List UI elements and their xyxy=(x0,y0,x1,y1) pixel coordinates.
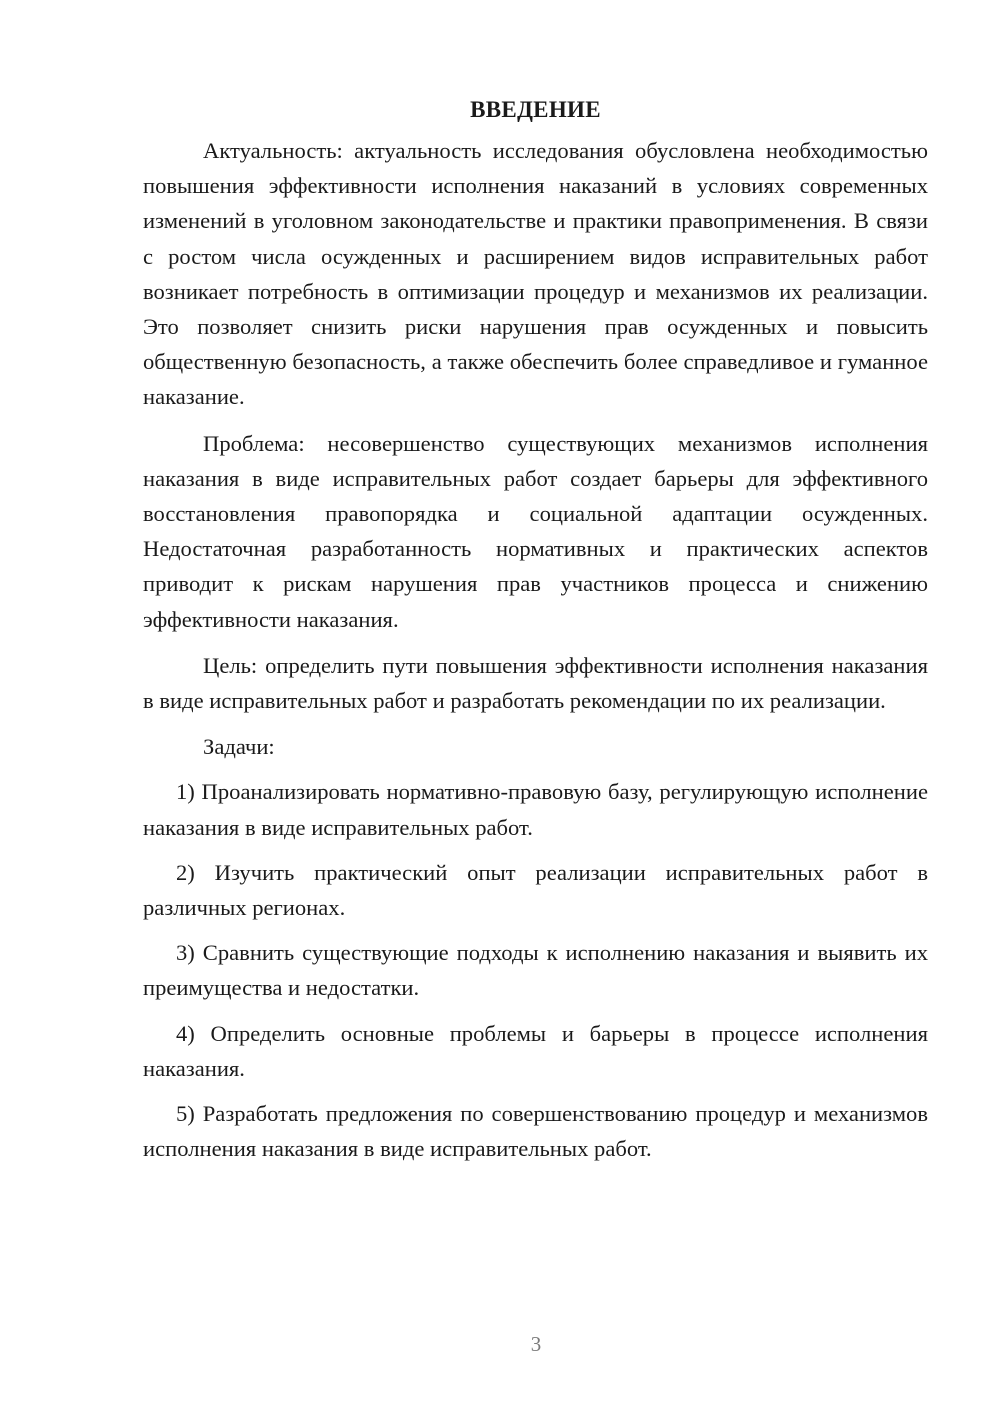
paragraph-goal: Цель: определить пути повышения эффективности исполнения наказания в виде исправительных работ и разработать рекомендации по их реализации. xyxy=(143,652,928,714)
page-number: 3 xyxy=(530,1332,542,1356)
page-content xyxy=(143,92,928,1176)
task-item-1: 1) Проанализировать нормативно-правовую базу, регулирующую исполнение наказания в виде исправительных работ. xyxy=(143,779,928,840)
paragraph-relevance: Актуальность: актуальность исследования обусловлена необходимостью повышения эффективности исполнения наказаний в условиях современных изменений в уголовном законодательстве и практики правоприменения. В связи с ростом числа осужденных и расширением видов исправительных работ возникает потребность в оптимизации процедур и механизмов их реализации. Это позволяет снизить риски нарушения прав осужденных и повысить общественную безопасность, а также обеспечить более справедливое и гуманное наказание. xyxy=(143,138,928,410)
task-item-2: 2) Изучить практический опыт реализации исправительных работ в различных регионах. xyxy=(143,859,928,921)
paragraph-problem: Проблема: несовершенство существующих механизмов исполнения наказания в виде исправительных работ создает барьеры для эффективного восстановления правопорядка и социальной адаптации осужденных. Недостаточная разработанность нормативных и практических аспектов приводит к рискам нарушения прав участников процесса и снижению эффективности наказания. xyxy=(143,430,928,632)
section-title: ВВЕДЕНИЕ xyxy=(470,97,601,122)
task-item-5: 5) Разработать предложения по совершенствованию процедур и механизмов исполнения наказания в виде исправительных работ. xyxy=(143,1101,928,1162)
task-item-3: 3) Сравнить существующие подходы к исполнению наказания и выявить их преимущества и недостатки. xyxy=(143,940,928,1001)
task-item-4: 4) Определить основные проблемы и барьеры в процессе исполнения наказания. xyxy=(143,1020,928,1081)
tasks-heading: Задачи: xyxy=(203,734,275,760)
